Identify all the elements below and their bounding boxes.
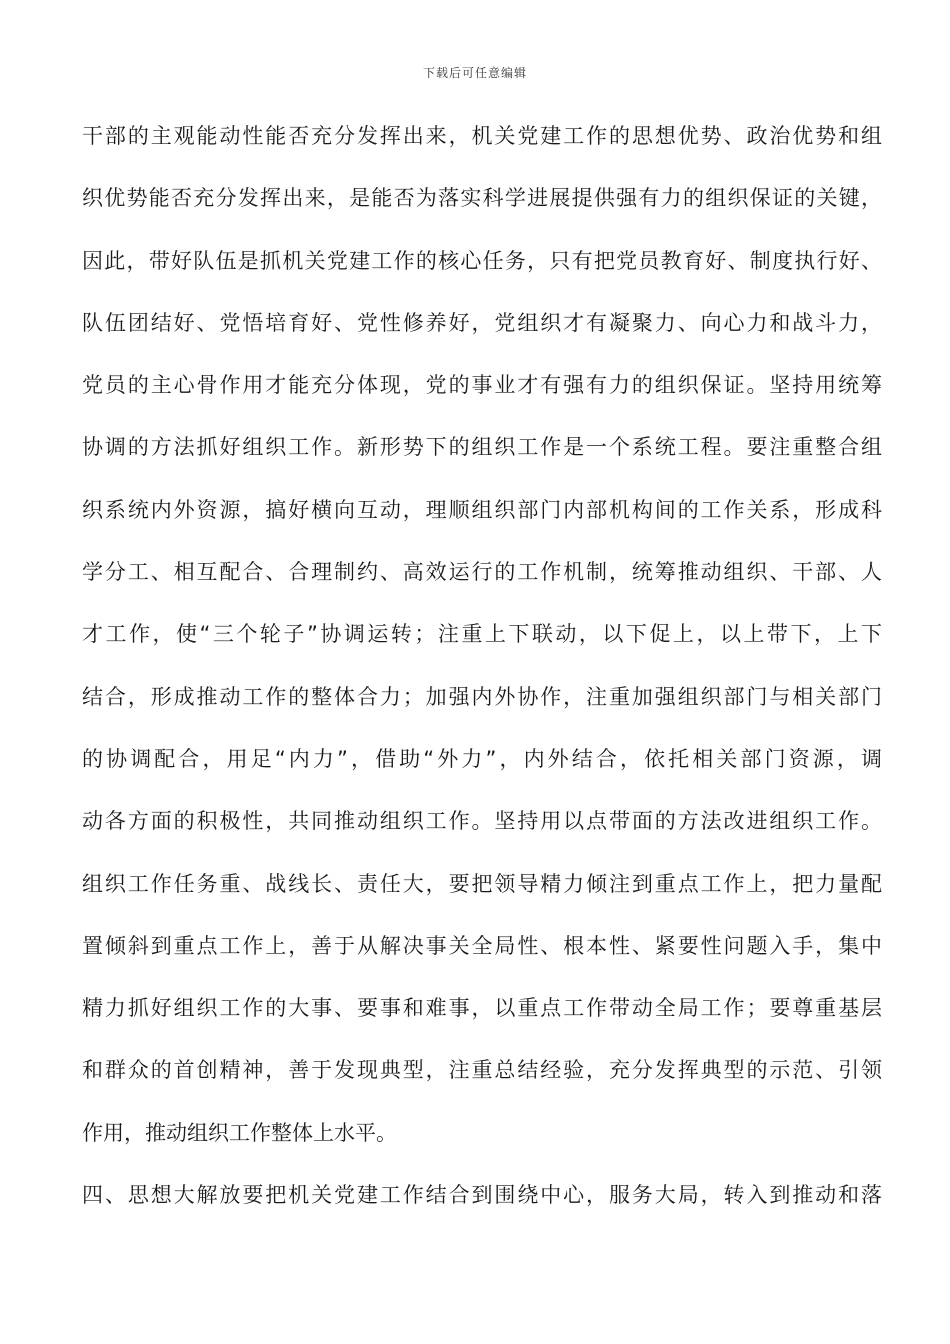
text-line: 组织工作任务重、战线长、责任大，要把领导精力倾注到重点工作上，把力量配 (82, 871, 882, 896)
text-line: 的协调配合，用足“内力”，借助“外力”，内外结合，依托相关部门资源，调 (82, 746, 882, 771)
text-line: 织优势能否充分发挥出来，是能否为落实科学进展提供强有力的组织保证的关键， (82, 186, 882, 211)
document-body (82, 118, 882, 1239)
text-line: 和群众的首创精神，善于发现典型，注重总结经验，充分发挥典型的示范、引领 (82, 1058, 882, 1083)
text-line: 作用，推动组织工作整体上水平。 (82, 1120, 397, 1145)
text-line: 队伍团结好、党悟培育好、党性修养好，党组织才有凝聚力、向心力和战斗力， (82, 310, 882, 335)
text-line: 置倾斜到重点工作上，善于从解决事关全局性、根本性、紧要性问题入手，集中 (82, 933, 882, 958)
text-line: 织系统内外资源，搞好横向互动，理顺组织部门内部机构间的工作关系，形成科 (82, 497, 882, 522)
text-line: 协调的方法抓好组织工作。新形势下的组织工作是一个系统工程。要注重整合组 (82, 435, 882, 460)
page-header: 下载后可任意编辑 (422, 66, 527, 80)
text-line: 精力抓好组织工作的大事、要事和难事，以重点工作带动全局工作；要尊重基层 (82, 996, 882, 1021)
text-line: 才工作，使“三个轮子”协调运转；注重上下联动，以下促上，以上带下，上下 (82, 622, 882, 647)
text-line: 干部的主观能动性能否充分发挥出来，机关党建工作的思想优势、政治优势和组 (82, 124, 882, 148)
text-line: 动各方面的积极性，共同推动组织工作。坚持用以点带面的方法改进组织工作。 (82, 809, 882, 834)
text-line: 党员的主心骨作用才能充分体现，党的事业才有强有力的组织保证。坚持用统筹 (82, 373, 882, 398)
section-heading-line: 四、思想大解放要把机关党建工作结合到围绕中心，服务大局，转入到推动和落 (82, 1183, 882, 1208)
text-line: 结合，形成推动工作的整体合力；加强内外协作，注重加强组织部门与相关部门 (82, 684, 882, 709)
text-line: 因此，带好队伍是抓机关党建工作的核心任务，只有把党员教育好、制度执行好、 (82, 248, 882, 273)
text-line: 学分工、相互配合、合理制约、高效运行的工作机制，统筹推动组织、干部、人 (82, 560, 882, 585)
